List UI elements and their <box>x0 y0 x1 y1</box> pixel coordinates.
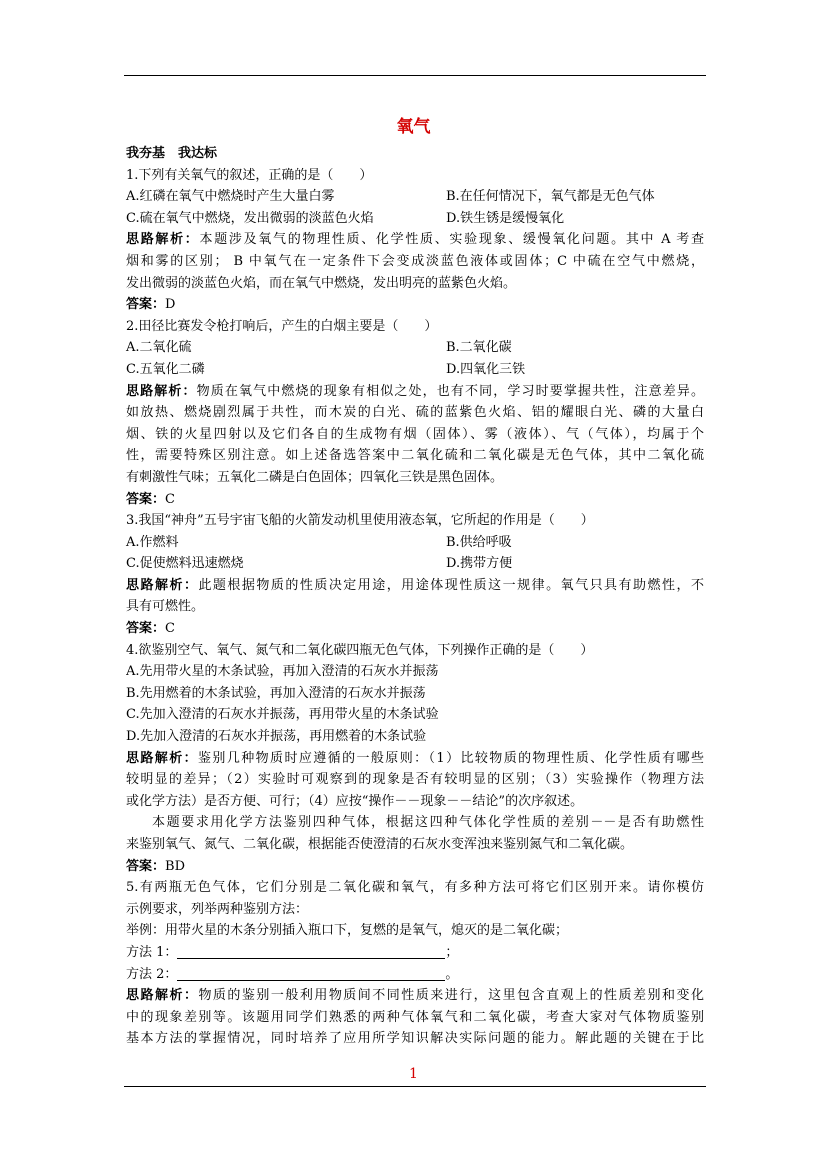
option-d: D.铁生锈是缓慢氧化 <box>446 210 565 226</box>
method-1-label: 方法 1： <box>126 944 178 960</box>
page-number: 1 <box>409 1066 418 1082</box>
question-1-stem: 1.下列有关氧气的叙述，正确的是（ ） <box>126 167 373 183</box>
method-2-label: 方法 2： <box>126 966 178 982</box>
question-5-stem: 5.有两瓶无色气体，它们分别是二氧化碳和氧气，有多种方法可将它们区别开来。请你模仿 <box>126 880 704 896</box>
answer-line <box>126 856 704 878</box>
analysis-label: 思路解析： <box>126 988 199 1004</box>
option-b: B.供给呼吸 <box>446 534 512 550</box>
answer-value: C <box>165 621 175 637</box>
answer-line <box>126 618 704 640</box>
analysis-line: 具有可燃性。 <box>126 599 205 615</box>
analysis-text: 物质的鉴别一般利用物质间不同性质来进行，这里包含直观上的性质差别和变化 <box>198 988 704 1004</box>
option-a: A.作燃料 <box>126 534 179 550</box>
analysis-line: 或化学方法）是否方便、可行；（4）应按“操作－－现象－－结论”的次序叙述。 <box>126 793 584 809</box>
answer-line <box>126 294 704 316</box>
analysis-line <box>126 229 704 251</box>
question-3-stem: 3.我国“神舟”五号宇宙飞船的火箭发动机里使用液态氧，它所起的作用是（ ） <box>126 513 594 529</box>
analysis-label: 思路解析： <box>126 577 199 593</box>
analysis-line <box>126 985 704 1007</box>
analysis-text: 本题涉及氧气的物理性质、化学性质、实验现象、缓慢氧化问题。其中 A 考查 <box>199 232 704 248</box>
question-5-example: 举例：用带火星的木条分别插入瓶口下，复燃的是氧气，熄灭的是二氧化碳； <box>126 923 569 939</box>
question-2-stem: 2.田径比赛发令枪打响后，产生的白烟主要是（ ） <box>126 318 438 334</box>
option-a: A.先用带火星的木条试验，再加入澄清的石灰水并振荡 <box>126 664 439 680</box>
option-b: B.在任何情况下，氧气都是无色气体 <box>446 189 655 205</box>
analysis-text: 物质在氧气中燃烧的现象有相似之处，也有不同，学习时要掌握共性，注意差异。 <box>196 383 704 399</box>
analysis-line: 本题要求用化学方法鉴别四种气体，根据这四种气体化学性质的差别－－是否有助燃性 <box>152 815 704 831</box>
analysis-line: 性，需要特殊区别注意。如上述备选答案中二氧化硫和二氧化碳是无色气体，其中二氧化硫 <box>126 448 704 464</box>
analysis-line: 基本方法的掌握情况，同时培养了应用所学知识解决实际问题的能力。解此题的关键在于比 <box>126 1031 704 1047</box>
option-d: D.携带方便 <box>446 556 513 572</box>
question-3-options-row-1 <box>126 532 704 554</box>
question-1-options-row-2 <box>126 208 704 230</box>
answer-value: D <box>165 297 176 313</box>
option-a: A.二氧化硫 <box>126 340 192 356</box>
option-a: A.红磷在氧气中燃烧时产生大量白雾 <box>126 189 335 205</box>
analysis-line: 发出微弱的淡蓝色火焰，而在氧气中燃烧，发出明亮的蓝紫色火焰。 <box>126 275 517 291</box>
answer-value: BD <box>165 858 185 874</box>
option-c: C.五氧化二磷 <box>126 361 205 377</box>
analysis-line <box>126 575 704 597</box>
analysis-text: 鉴别几种物质时应遵循的一般原则：（1）比较物质的物理性质、化学性质有哪些 <box>198 750 704 766</box>
analysis-line: 有刺激性气味；五氧化二磷是白色固体；四氧化三铁是黑色固体。 <box>126 469 504 485</box>
analysis-line: 烟和雾的区别； B 中氧气在一定条件下会变成淡蓝色液体或固体；C 中硫在空气中燃烧， <box>126 253 704 269</box>
option-c: C.硫在氧气中燃烧，发出微弱的淡蓝色火焰 <box>126 210 374 226</box>
analysis-label: 思路解析： <box>126 383 197 399</box>
question-3-options-row-2 <box>126 553 704 575</box>
answer-label: 答案： <box>126 858 166 874</box>
method-1-line <box>126 942 704 964</box>
analysis-line <box>126 748 704 770</box>
section-heading: 我夯基 我达标 <box>126 146 218 161</box>
analysis-line: 来鉴别氧气、氮气、二氧化碳，根据能否使澄清的石灰水变浑浊来鉴别氮气和二氧化碳。 <box>126 837 634 852</box>
method-2-blank[interactable] <box>177 966 445 981</box>
page-title: 氧气 <box>396 117 431 137</box>
analysis-label: 思路解析： <box>126 232 200 248</box>
answer-label: 答案： <box>126 621 166 637</box>
question-5-stem-cont: 示例要求，列举两种鉴别方法： <box>126 901 309 917</box>
method-1-blank[interactable] <box>177 944 445 959</box>
answer-value: C <box>165 491 175 507</box>
question-4-stem: 4.欲鉴别空气、氧气、氮气和二氧化碳四瓶无色气体，下列操作正确的是（ ） <box>126 642 594 658</box>
question-1-options-row-1 <box>126 186 704 208</box>
question-2-options-row-2 <box>126 359 704 381</box>
analysis-text: 此题根据物质的性质决定用途，用途体现性质这一规律。氧气只具有助燃性，不 <box>198 577 704 593</box>
question-2-options-row-1 <box>126 337 704 359</box>
analysis-label: 思路解析： <box>126 750 199 766</box>
analysis-line: 较明显的差异；（2）实验时可观察到的现象是否有较明显的区别；（3）实验操作（物理方法 <box>126 772 704 788</box>
option-c: C.先加入澄清的石灰水并振荡，再用带火星的木条试验 <box>126 707 439 723</box>
footer-rule <box>124 1086 706 1087</box>
option-d: D.先加入澄清的石灰水并振荡，再用燃着的木条试验 <box>126 729 427 745</box>
analysis-line: 烟、铁的火星四射以及它们各自的生成物有烟（固体）、雾（液体）、气（气体），均属于个 <box>126 426 704 442</box>
answer-label: 答案： <box>126 297 166 313</box>
option-c: C.促使燃料迅速燃烧 <box>126 556 244 572</box>
answer-line <box>126 489 704 511</box>
analysis-line: 中的现象差别等。该题用同学们熟悉的两种气体氧气和二氧化碳，考查大家对气体物质鉴别 <box>126 1009 704 1025</box>
method-2-end: 。 <box>445 966 459 982</box>
method-1-end: ； <box>445 944 459 960</box>
analysis-line <box>126 381 704 403</box>
header-rule <box>124 75 706 76</box>
option-b: B.先用燃着的木条试验，再加入澄清的石灰水并振荡 <box>126 685 426 701</box>
document-body <box>126 143 704 1050</box>
answer-label: 答案： <box>126 491 166 507</box>
option-d: D.四氧化三铁 <box>446 361 526 377</box>
analysis-line: 如放热、燃烧剧烈属于共性，而木炭的白光、硫的蓝紫色火焰、铝的耀眼白光、磷的大量白 <box>126 405 704 421</box>
method-2-line <box>126 964 704 986</box>
option-b: B.二氧化碳 <box>446 340 512 356</box>
